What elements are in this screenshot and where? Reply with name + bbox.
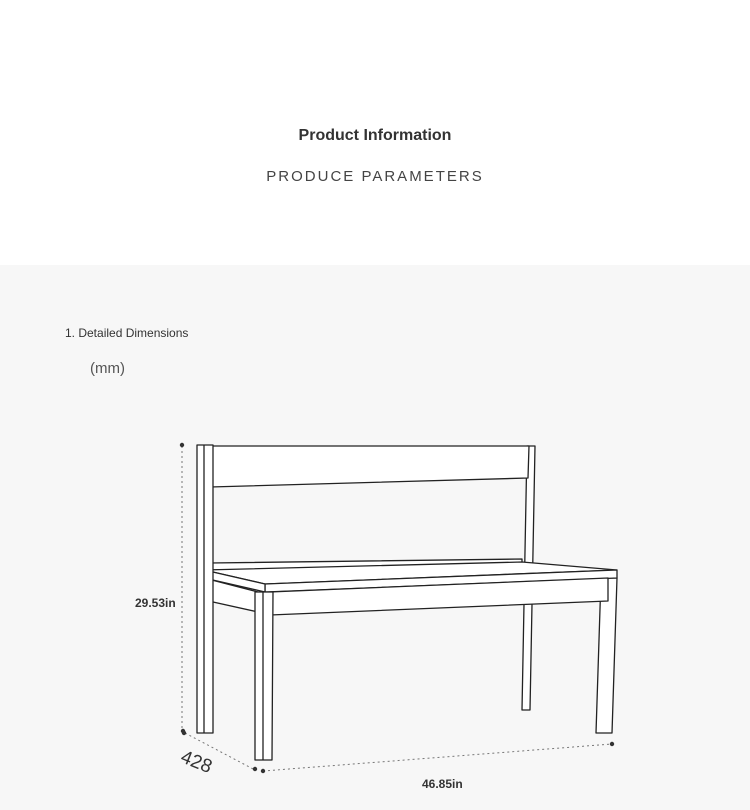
width-dimension-line bbox=[263, 744, 612, 771]
bench-drawing bbox=[197, 445, 617, 760]
width-label: 46.85in bbox=[422, 777, 463, 791]
height-label: 29.53in bbox=[135, 596, 176, 610]
depth-label: 428 bbox=[177, 746, 215, 779]
bench-rear-left-post bbox=[197, 445, 213, 733]
bench-backrest bbox=[210, 446, 529, 487]
bench-front-left-leg bbox=[255, 592, 273, 760]
unit-label: (mm) bbox=[90, 360, 125, 377]
section-heading: 1. Detailed Dimensions bbox=[65, 326, 189, 340]
page-subtitle: PRODUCE PARAMETERS bbox=[266, 168, 484, 185]
page-title: Product Information bbox=[298, 127, 452, 144]
